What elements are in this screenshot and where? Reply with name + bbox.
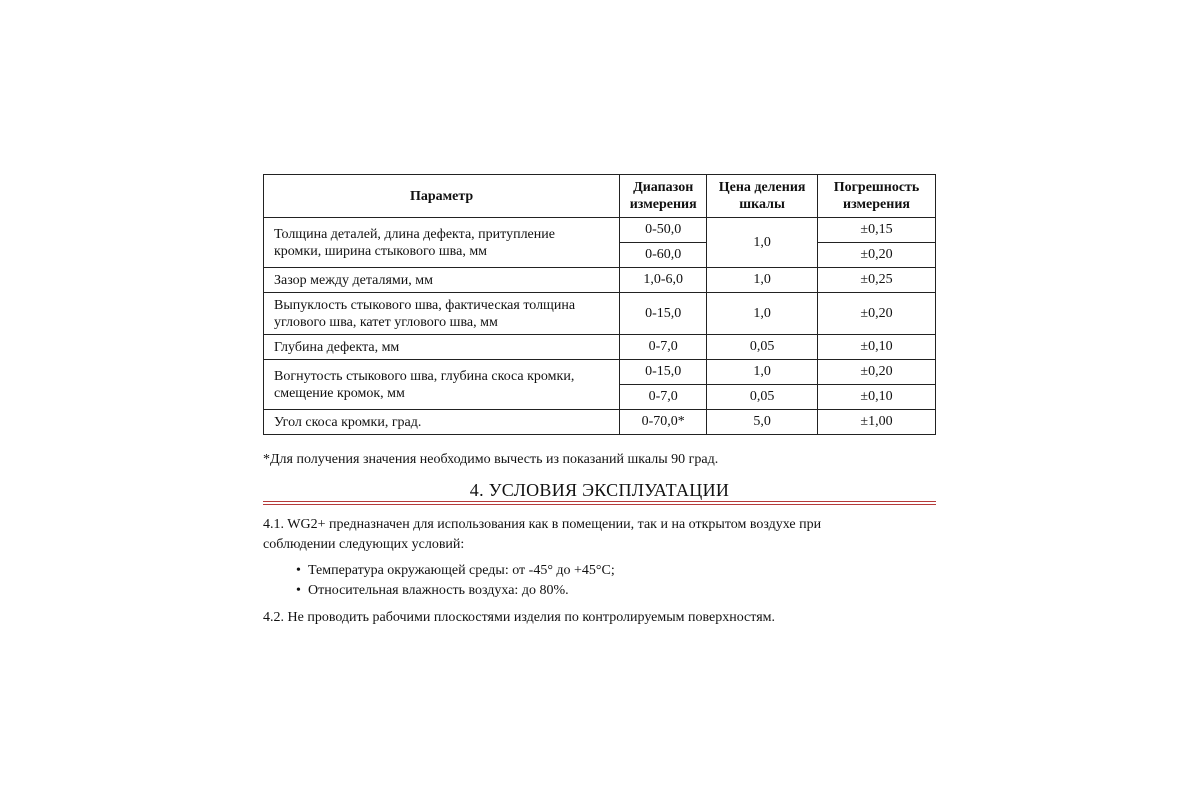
cell-range: 0-15,0	[620, 293, 707, 335]
cell-division: 0,05	[707, 335, 818, 360]
cell-parameter: Вогнутость стыкового шва, глубина скоса кромки, смещение кромок, мм	[264, 360, 620, 410]
specifications-table	[263, 174, 936, 435]
table-row	[264, 360, 936, 385]
cell-division: 1,0	[707, 218, 818, 268]
cell-error: ±0,25	[818, 268, 936, 293]
cell-parameter: Глубина дефекта, мм	[264, 335, 620, 360]
cell-range: 0-50,0	[620, 218, 707, 243]
cell-error: ±0,10	[818, 335, 936, 360]
cell-error: ±1,00	[818, 410, 936, 435]
cell-range: 0-7,0	[620, 385, 707, 410]
cell-division: 5,0	[707, 410, 818, 435]
table-row	[264, 268, 936, 293]
cell-error: ±0,10	[818, 385, 936, 410]
cell-division: 1,0	[707, 268, 818, 293]
list-item: • Температура окружающей среды: от -45° до +45°C;	[296, 561, 615, 581]
cell-range: 0-70,0*	[620, 410, 707, 435]
cell-error: ±0,20	[818, 293, 936, 335]
paragraph-4-1: 4.1. WG2+ предназначен для использования как в помещении, так и на открытом воздухе при соблюдении следующих условий:	[263, 517, 822, 552]
cell-division: 1,0	[707, 293, 818, 335]
title-underline-second	[263, 504, 936, 505]
cell-range: 0-60,0	[620, 243, 707, 268]
cell-division: 1,0	[707, 360, 818, 385]
header-range: Диапазон измерения	[620, 175, 707, 218]
list-item: • Относительная влажность воздуха: до 80%.	[296, 581, 615, 601]
header-error: Погрешность измерения	[818, 175, 936, 218]
cell-range: 0-15,0	[620, 360, 707, 385]
table-row	[264, 293, 936, 335]
cell-parameter: Угол скоса кромки, град.	[264, 410, 620, 435]
cell-parameter: Выпуклость стыкового шва, фактическая толщина углового шва, катет углового шва, мм	[264, 293, 620, 335]
cell-error: ±0,15	[818, 218, 936, 243]
table-footnote: *Для получения значения необходимо вычесть из показаний шкалы 90 град.	[263, 452, 719, 467]
conditions-list	[296, 561, 615, 601]
table-row	[264, 218, 936, 243]
header-parameter: Параметр	[264, 175, 620, 218]
paragraph-4-2: 4.2. Не проводить рабочими плоскостями изделия по контролируемым поверхностям.	[263, 610, 775, 625]
cell-parameter: Зазор между деталями, мм	[264, 268, 620, 293]
header-division: Цена деления шкалы	[707, 175, 818, 218]
cell-division: 0,05	[707, 385, 818, 410]
cell-error: ±0,20	[818, 360, 936, 385]
cell-range: 0-7,0	[620, 335, 707, 360]
table-row	[264, 410, 936, 435]
cell-parameter: Толщина деталей, длина дефекта, притупление кромки, ширина стыкового шва, мм	[264, 218, 620, 268]
cell-range: 1,0-6,0	[620, 268, 707, 293]
section-title: 4. УСЛОВИЯ ЭКСПЛУАТАЦИИ	[469, 480, 730, 500]
title-underline	[263, 501, 936, 502]
table-header-row	[264, 175, 936, 218]
cell-error: ±0,20	[818, 243, 936, 268]
table-row	[264, 335, 936, 360]
